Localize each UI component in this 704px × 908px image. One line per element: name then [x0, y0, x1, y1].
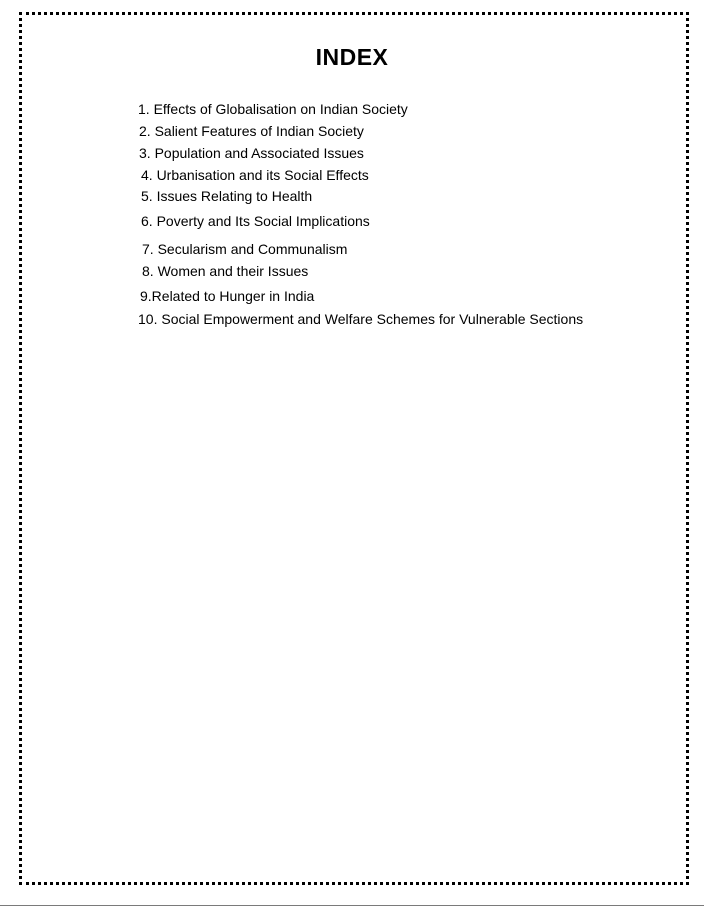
index-entry-7: 7. Secularism and Communalism	[142, 241, 348, 257]
index-entry-9: 9.Related to Hunger in India	[140, 288, 315, 304]
index-entry-5: 5. Issues Relating to Health	[141, 188, 313, 204]
index-entry-10: 10. Social Empowerment and Welfare Schemes for Vulnerable Sections	[138, 311, 584, 327]
index-entry-8: 8. Women and their Issues	[142, 263, 309, 279]
index-entry-2: 2. Salient Features of Indian Society	[139, 123, 364, 139]
index-entry-3: 3. Population and Associated Issues	[139, 145, 364, 161]
index-entry-6: 6. Poverty and Its Social Implications	[141, 213, 370, 229]
bottom-divider	[0, 905, 704, 906]
index-entry-4: 4. Urbanisation and its Social Effects	[141, 167, 369, 183]
index-title: INDEX	[315, 44, 389, 70]
index-entry-1: 1. Effects of Globalisation on Indian Society	[138, 101, 408, 117]
page-border	[19, 12, 689, 885]
